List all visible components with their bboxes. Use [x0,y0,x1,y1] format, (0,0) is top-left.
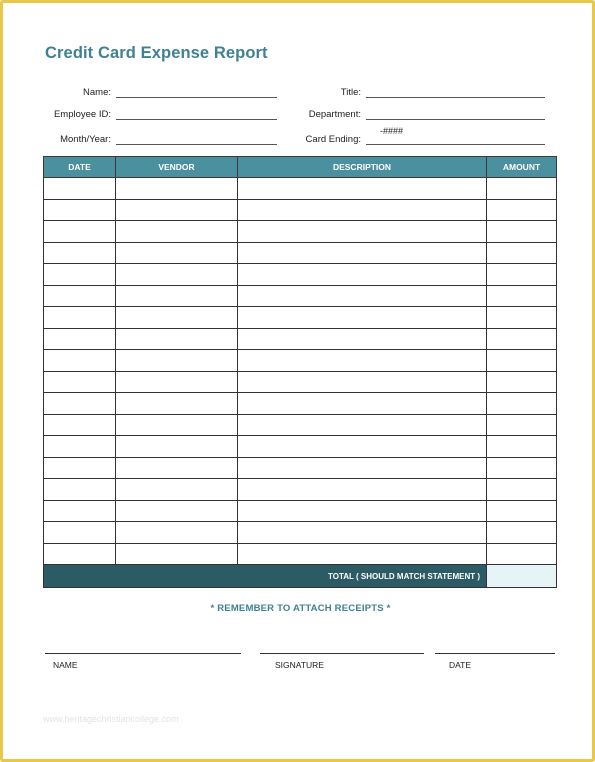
date-signature-line[interactable] [435,653,555,654]
amount-cell[interactable] [487,393,557,415]
amount-cell[interactable] [487,178,557,200]
watermark: www.heritagechristiancollege.com [43,714,179,724]
description-cell[interactable] [238,457,487,479]
table-row [44,328,557,350]
description-cell[interactable] [238,285,487,307]
description-cell[interactable] [238,414,487,436]
card-ending-label: Card Ending: [305,134,361,145]
vendor-cell[interactable] [116,500,238,522]
description-cell[interactable] [238,393,487,415]
vendor-cell[interactable] [116,371,238,393]
vendor-cell[interactable] [116,479,238,501]
card-ending-field[interactable] [366,126,545,145]
total-row [44,565,557,588]
vendor-cell[interactable] [116,543,238,565]
vendor-cell[interactable] [116,221,238,243]
vendor-cell[interactable] [116,285,238,307]
vendor-cell[interactable] [116,307,238,329]
name-signature-line[interactable] [45,653,241,654]
column-header-amount: AMOUNT [487,157,557,178]
date-cell[interactable] [44,221,116,243]
date-cell[interactable] [44,242,116,264]
vendor-cell[interactable] [116,350,238,372]
department-label: Department: [308,109,361,120]
amount-cell[interactable] [487,285,557,307]
employee-id-label: Employee ID: [53,109,111,120]
description-cell[interactable] [238,264,487,286]
amount-cell[interactable] [487,457,557,479]
amount-cell[interactable] [487,307,557,329]
department-field[interactable] [366,105,545,120]
date-cell[interactable] [44,307,116,329]
amount-cell[interactable] [487,436,557,458]
amount-cell[interactable] [487,242,557,264]
description-cell[interactable] [238,350,487,372]
description-cell[interactable] [238,543,487,565]
signature-line[interactable] [260,653,424,654]
vendor-cell[interactable] [116,522,238,544]
title-label: Title: [340,87,361,98]
amount-cell[interactable] [487,500,557,522]
date-cell[interactable] [44,436,116,458]
employee-id-field[interactable] [116,105,277,120]
date-cell[interactable] [44,393,116,415]
table-row [44,436,557,458]
vendor-cell[interactable] [116,178,238,200]
amount-cell[interactable] [487,199,557,221]
vendor-cell[interactable] [116,457,238,479]
amount-cell[interactable] [487,479,557,501]
total-label: TOTAL ( SHOULD MATCH STATEMENT ) [44,565,487,588]
amount-cell[interactable] [487,350,557,372]
signature-name-label: NAME [53,660,78,670]
amount-cell[interactable] [487,264,557,286]
description-cell[interactable] [238,307,487,329]
date-cell[interactable] [44,414,116,436]
table-row [44,350,557,372]
amount-cell[interactable] [487,371,557,393]
vendor-cell[interactable] [116,393,238,415]
title-field[interactable] [366,83,545,98]
description-cell[interactable] [238,522,487,544]
date-cell[interactable] [44,350,116,372]
signature-label: SIGNATURE [275,660,324,670]
column-header-description: DESCRIPTION [238,157,487,178]
vendor-cell[interactable] [116,264,238,286]
description-cell[interactable] [238,371,487,393]
amount-cell[interactable] [487,328,557,350]
table-row [44,307,557,329]
date-cell[interactable] [44,522,116,544]
date-cell[interactable] [44,178,116,200]
description-cell[interactable] [238,199,487,221]
date-cell[interactable] [44,371,116,393]
table-row [44,414,557,436]
amount-cell[interactable] [487,414,557,436]
date-cell[interactable] [44,285,116,307]
report-title: Credit Card Expense Report [45,44,268,62]
table-row [44,479,557,501]
table-row [44,543,557,565]
table-row [44,199,557,221]
amount-cell[interactable] [487,543,557,565]
table-row [44,178,557,200]
month-year-label: Month/Year: [60,134,111,145]
table-row [44,457,557,479]
vendor-cell[interactable] [116,242,238,264]
column-header-date: DATE [44,157,116,178]
vendor-cell[interactable] [116,199,238,221]
attach-receipts-reminder: * REMEMBER TO ATTACH RECEIPTS * [210,603,391,614]
table-row [44,500,557,522]
table-row [44,242,557,264]
table-row [44,393,557,415]
amount-cell[interactable] [487,522,557,544]
expense-rows [44,178,557,565]
table-row [44,264,557,286]
description-cell[interactable] [238,221,487,243]
date-cell[interactable] [44,328,116,350]
description-cell[interactable] [238,242,487,264]
description-cell[interactable] [238,328,487,350]
date-cell[interactable] [44,500,116,522]
vendor-cell[interactable] [116,328,238,350]
total-amount-cell[interactable] [487,565,557,588]
month-year-field[interactable] [116,130,277,145]
table-row [44,221,557,243]
vendor-cell[interactable] [116,414,238,436]
description-cell[interactable] [238,500,487,522]
date-cell[interactable] [44,457,116,479]
column-header-vendor: VENDOR [116,157,238,178]
date-cell[interactable] [44,199,116,221]
table-row [44,522,557,544]
name-label: Name: [83,87,111,98]
vendor-cell[interactable] [116,436,238,458]
card-ending-value: -#### [380,126,404,136]
date-cell[interactable] [44,264,116,286]
amount-cell[interactable] [487,221,557,243]
expense-table [43,156,557,588]
table-header-row [44,157,557,178]
date-cell[interactable] [44,543,116,565]
table-row [44,371,557,393]
description-cell[interactable] [238,436,487,458]
date-cell[interactable] [44,479,116,501]
description-cell[interactable] [238,479,487,501]
table-row [44,285,557,307]
signature-date-label: DATE [449,660,472,670]
description-cell[interactable] [238,178,487,200]
name-field[interactable] [116,83,277,98]
